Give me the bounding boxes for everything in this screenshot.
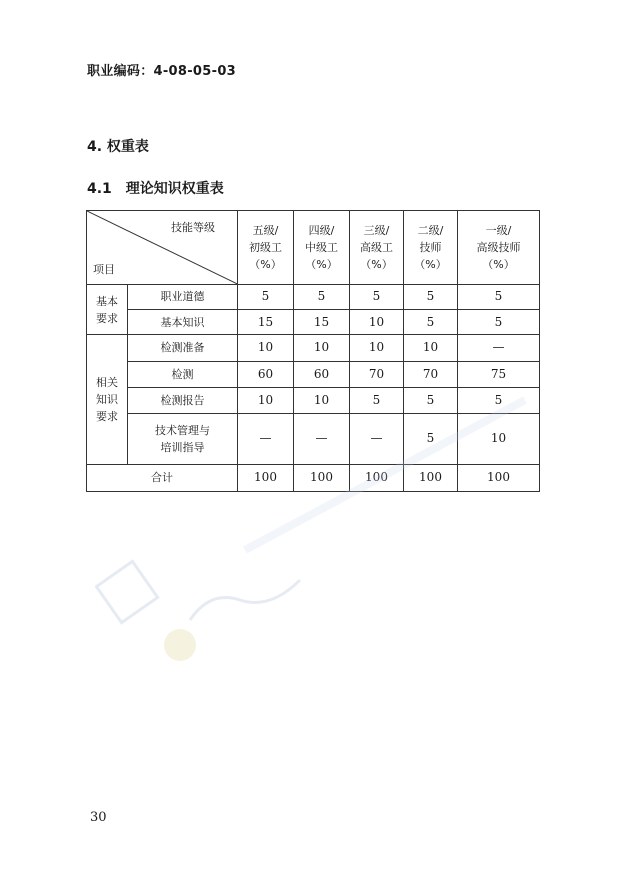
value-cell: 10 — [404, 335, 458, 361]
level-header-2: 二级/ 技师 （%） — [404, 211, 458, 285]
theory-knowledge-weight-table — [86, 210, 540, 492]
total-cell: 100 — [458, 464, 540, 491]
table-row — [87, 310, 540, 335]
value-cell: 10 — [294, 387, 350, 413]
value-cell: 10 — [350, 310, 404, 335]
value-cell: 10 — [458, 414, 540, 465]
row-item: 职业道德 — [128, 284, 238, 309]
table-row — [87, 335, 540, 361]
occupation-code: 职业编码：4-08-05-03 — [87, 64, 237, 79]
value-cell: 5 — [404, 387, 458, 413]
level-header-4: 四级/ 中级工 （%） — [294, 211, 350, 285]
value-cell: 5 — [350, 387, 404, 413]
subsection-title: 4.1 理论知识权重表 — [87, 181, 224, 197]
value-cell: 5 — [404, 310, 458, 335]
value-cell: 5 — [458, 310, 540, 335]
total-label: 合计 — [87, 464, 238, 491]
row-item: 检测报告 — [128, 387, 238, 413]
total-cell: 100 — [294, 464, 350, 491]
table-header-row — [87, 211, 540, 285]
row-item: 技术管理与 培训指导 — [128, 414, 238, 465]
value-cell: 5 — [404, 414, 458, 465]
table-row — [87, 361, 540, 387]
group-basic-requirements: 基本 要求 — [87, 284, 128, 335]
table-row — [87, 387, 540, 413]
value-cell: 15 — [294, 310, 350, 335]
value-cell: 75 — [458, 361, 540, 387]
value-cell: 5 — [404, 284, 458, 309]
level-header-5: 五级/ 初级工 （%） — [238, 211, 294, 285]
item-header: 项目 — [93, 262, 115, 276]
value-cell: 10 — [294, 335, 350, 361]
value-cell: 5 — [238, 284, 294, 309]
row-item: 检测准备 — [128, 335, 238, 361]
value-cell: 60 — [238, 361, 294, 387]
value-cell: 70 — [350, 361, 404, 387]
value-cell: 70 — [404, 361, 458, 387]
level-header-1: 一级/ 高级技师 （%） — [458, 211, 540, 285]
total-cell: 100 — [238, 464, 294, 491]
value-cell: 15 — [238, 310, 294, 335]
skill-level-header: 技能等级 — [171, 221, 215, 234]
row-item: 基本知识 — [128, 310, 238, 335]
table-total-row — [87, 464, 540, 491]
value-cell: 60 — [294, 361, 350, 387]
value-cell: 10 — [238, 335, 294, 361]
value-cell: — — [238, 414, 294, 465]
section-title: 4. 权重表 — [87, 139, 149, 155]
table-row — [87, 414, 540, 465]
diagonal-header-cell — [87, 211, 238, 285]
value-cell: 5 — [294, 284, 350, 309]
total-cell: 100 — [350, 464, 404, 491]
level-header-3: 三级/ 高级工 （%） — [350, 211, 404, 285]
value-cell: 10 — [238, 387, 294, 413]
value-cell: 5 — [350, 284, 404, 309]
value-cell: — — [294, 414, 350, 465]
group-related-knowledge: 相关 知识 要求 — [87, 335, 128, 464]
value-cell: — — [458, 335, 540, 361]
page-number: 30 — [90, 810, 107, 825]
value-cell: 10 — [350, 335, 404, 361]
table-row — [87, 284, 540, 309]
row-item: 检测 — [128, 361, 238, 387]
total-cell: 100 — [404, 464, 458, 491]
value-cell: 5 — [458, 387, 540, 413]
value-cell: — — [350, 414, 404, 465]
value-cell: 5 — [458, 284, 540, 309]
